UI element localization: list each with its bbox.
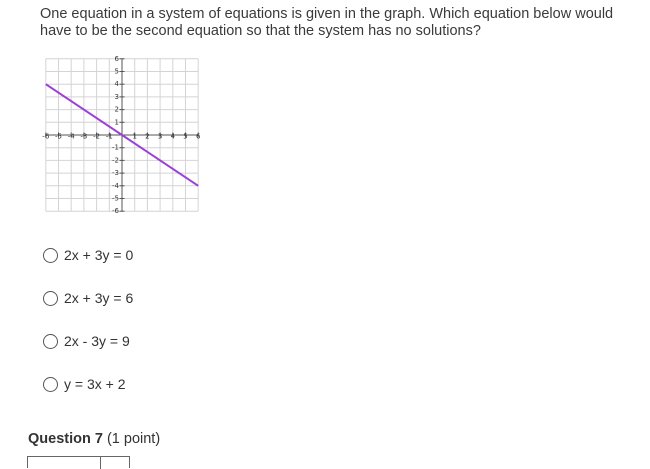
answer-options bbox=[43, 244, 133, 416]
y-tick-label: -1 bbox=[112, 143, 119, 152]
y-tick-label: -3 bbox=[112, 169, 119, 178]
coordinate-graph bbox=[40, 53, 210, 213]
x-tick-label: -3 bbox=[80, 132, 88, 141]
option-label: 2x + 3y = 6 bbox=[64, 290, 134, 306]
y-tick-label: -6 bbox=[112, 207, 119, 213]
x-tick-label: 6 bbox=[195, 132, 201, 141]
x-tick-label: 2 bbox=[145, 132, 150, 141]
y-tick-label: -5 bbox=[112, 194, 119, 203]
x-tick-label: 5 bbox=[183, 132, 188, 141]
y-tick-label: -4 bbox=[112, 181, 119, 190]
option-label: y = 3x + 2 bbox=[64, 376, 126, 392]
y-tick-label: 4 bbox=[114, 80, 119, 89]
radio-button[interactable] bbox=[43, 377, 58, 392]
next-question-header bbox=[28, 431, 160, 447]
option-label: 2x + 3y = 0 bbox=[64, 247, 134, 263]
x-tick-label: -1 bbox=[105, 132, 113, 141]
table-divider bbox=[100, 457, 101, 469]
question-text: One equation in a system of equations is given in the graph. Which equation below would have to be the second equation so that the system has no solutions? bbox=[40, 6, 614, 39]
y-tick-label: 5 bbox=[114, 67, 119, 76]
radio-button[interactable] bbox=[43, 248, 58, 263]
x-tick-label: 1 bbox=[132, 132, 137, 141]
x-tick-label: -6 bbox=[42, 132, 50, 141]
radio-button[interactable] bbox=[43, 291, 58, 306]
option-b[interactable] bbox=[43, 287, 133, 309]
next-question-table-edge bbox=[27, 456, 130, 468]
next-question-title: Question 7 bbox=[28, 431, 103, 447]
y-tick-label: 2 bbox=[114, 105, 119, 114]
option-d[interactable] bbox=[43, 373, 133, 395]
next-question-points: (1 point) bbox=[106, 431, 161, 447]
option-a[interactable] bbox=[43, 244, 133, 266]
x-tick-label: -2 bbox=[93, 132, 101, 141]
y-tick-label: -2 bbox=[112, 156, 119, 165]
y-tick-label: 1 bbox=[114, 118, 119, 127]
x-tick-label: 3 bbox=[157, 132, 163, 141]
y-tick-label: 6 bbox=[114, 54, 119, 63]
option-c[interactable] bbox=[43, 330, 133, 352]
option-label: 2x - 3y = 9 bbox=[64, 333, 130, 349]
radio-button[interactable] bbox=[43, 334, 58, 349]
x-tick-label: 4 bbox=[170, 132, 176, 141]
graph-svg bbox=[40, 53, 210, 213]
x-tick-label: -5 bbox=[55, 132, 62, 141]
y-tick-label: 3 bbox=[114, 92, 119, 101]
x-tick-label: -4 bbox=[67, 132, 75, 141]
